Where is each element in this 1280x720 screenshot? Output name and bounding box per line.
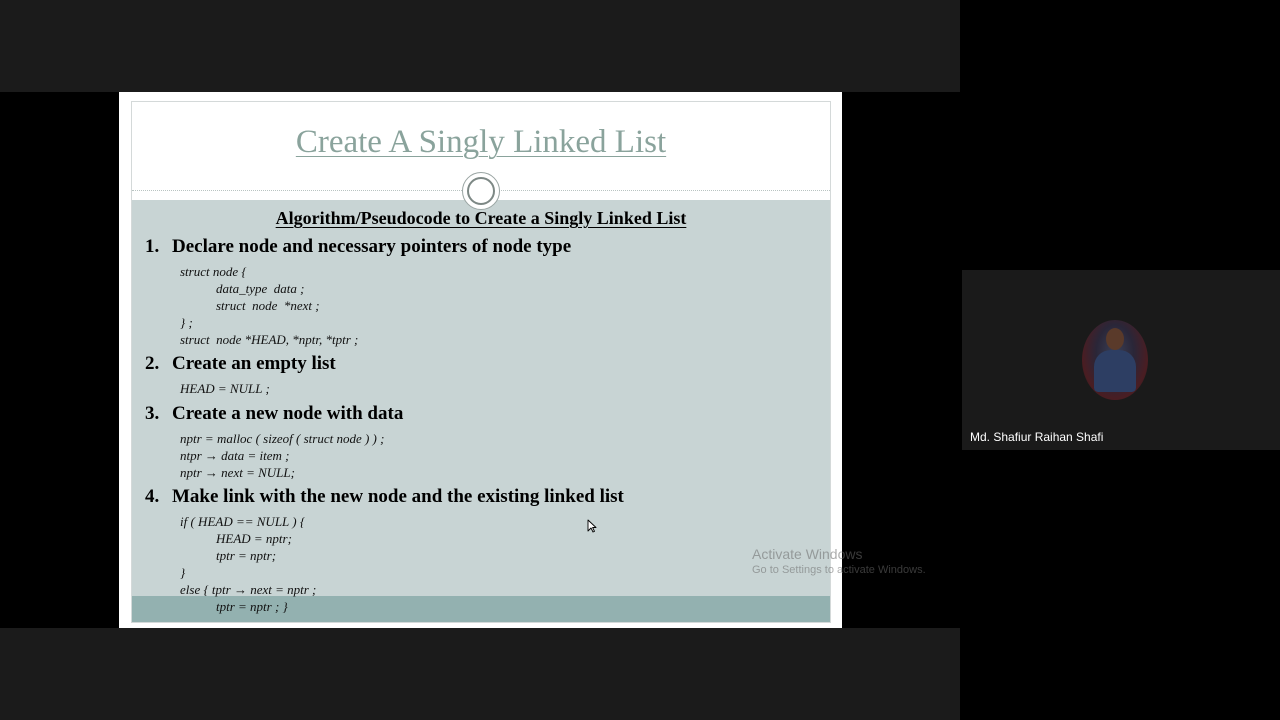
- slide-subtitle: Algorithm/Pseudocode to Create a Singly Linked List: [275, 208, 687, 228]
- code-line: tptr = nptr;: [216, 548, 277, 563]
- code-line: tptr = nptr ; }: [216, 599, 288, 614]
- step-label: Create a new node with data: [172, 403, 404, 424]
- step-number: 4.: [145, 486, 160, 507]
- code-line: } ;: [180, 315, 193, 330]
- slide-title: Create A Singly Linked List: [295, 124, 667, 160]
- code-line: struct node *next ;: [216, 298, 320, 313]
- share-top-band: [0, 0, 960, 92]
- step-number: 1.: [145, 236, 160, 257]
- code-line: }: [180, 565, 186, 580]
- step-label: Declare node and necessary pointers of node type: [172, 236, 572, 257]
- ring-icon: [462, 172, 500, 210]
- participant-name: Md. Shafiur Raihan Shafi: [970, 430, 1104, 444]
- watermark-subtitle: Go to Settings to activate Windows.: [752, 564, 926, 576]
- step-number: 3.: [145, 403, 160, 424]
- step-2-heading: [145, 353, 336, 375]
- activate-windows-watermark: [752, 546, 926, 576]
- presentation-slide: [119, 92, 842, 628]
- share-bottom-band: [0, 628, 960, 720]
- code-line: HEAD = NULL ;: [180, 381, 270, 396]
- code-line: data_type data ;: [216, 281, 305, 296]
- code-line: HEAD = nptr;: [216, 531, 292, 546]
- code-line: if ( HEAD == NULL ) {: [180, 514, 306, 529]
- code-line: nptr = malloc ( sizeof ( struct node ) ) ;: [180, 431, 385, 446]
- step-1-heading: [145, 236, 571, 258]
- code-line: else { tptr → next = nptr ;: [180, 582, 317, 597]
- code-line: struct node *HEAD, *nptr, *tptr ;: [180, 332, 359, 347]
- step-3-heading: [145, 403, 403, 425]
- step-label: Create an empty list: [172, 353, 336, 374]
- code-line: ntpr → data = item ;: [180, 448, 290, 463]
- cursor-arrow-icon: [587, 519, 597, 533]
- avatar-body: [1094, 350, 1136, 392]
- code-line: nptr → next = NULL;: [180, 465, 295, 480]
- step-number: 2.: [145, 353, 160, 374]
- code-line: struct node {: [180, 264, 247, 279]
- avatar-head: [1106, 328, 1124, 350]
- watermark-title: Activate Windows: [752, 546, 863, 562]
- participant-video-tile[interactable]: [962, 270, 1280, 450]
- slide-frame: [131, 101, 831, 623]
- step-label: Make link with the new node and the existing linked list: [172, 486, 624, 507]
- avatar: [1082, 320, 1148, 400]
- step-4-heading: [145, 486, 624, 508]
